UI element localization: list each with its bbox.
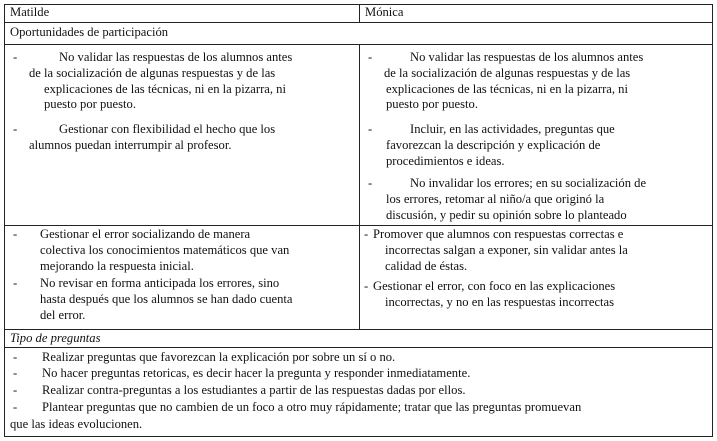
item-line: explicaciones de las técnicas, ni en la pizarra, ni — [44, 81, 286, 96]
item-line: de la socialización de algunas respuestas y de las — [384, 65, 631, 80]
list-dash: - — [13, 383, 18, 397]
list-dash: - — [13, 276, 18, 290]
table-border-bottom — [4, 436, 713, 437]
table-border-right — [712, 4, 713, 437]
header-monica: Mónica — [365, 5, 404, 19]
item-line: explicaciones de las técnicas, ni en la pizarra, ni — [386, 81, 628, 96]
list-dash: - — [13, 366, 18, 380]
list-dash: - — [13, 227, 18, 241]
list-dash: - — [368, 176, 373, 190]
list-dash: - — [368, 50, 373, 64]
section-title-participacion: Oportunidades de participación — [10, 25, 169, 39]
item-line: Gestionar con flexibilidad el hecho que los — [59, 122, 276, 136]
item-line: Gestionar el error socializando de manera — [40, 227, 251, 241]
item-line: Promover que alumnos con respuestas correctas e — [373, 227, 624, 241]
item-line: calidad de éstas. — [385, 258, 468, 273]
column-divider-body — [359, 44, 360, 329]
item-line: Gestionar el error, con foco en las explicaciones — [373, 279, 616, 293]
header-divider — [4, 22, 713, 23]
item-line: favorezcan la descripción y explicación de — [386, 137, 601, 152]
list-dash: - — [13, 50, 18, 64]
item-line: mejorando la respuesta inicial. — [40, 258, 194, 273]
item-line: puesto por puesto. — [44, 97, 136, 112]
item-line: No revisar en forma anticipada los errores, sino — [40, 276, 280, 290]
item-line: alumnos puedan interrumpir al profesor. — [29, 137, 232, 152]
list-dash: - — [13, 122, 18, 136]
header-matilde: Matilde — [10, 5, 50, 19]
row2-divider — [4, 329, 713, 330]
item-line: incorrectas, y no en las respuestas incorrectas — [385, 294, 615, 309]
section-title-preguntas: Tipo de preguntas — [10, 331, 101, 345]
item-line: que las ideas evolucionen. — [10, 417, 143, 431]
list-dash: - — [13, 400, 18, 414]
list-dash: - — [364, 279, 369, 293]
item-line: incorrectas salgan a exponer, sin validar antes la — [385, 242, 628, 257]
item-line: No hacer preguntas retoricas, es decir hacer la pregunta y responder inmediatamente. — [42, 366, 471, 380]
item-line: Realizar contra-preguntas a los estudiantes a partir de las respuestas dadas por ellos. — [42, 383, 466, 397]
item-line: Incluir, en las actividades, preguntas que — [410, 122, 615, 136]
item-line: discusión, y pedir su opinión sobre lo planteado — [386, 207, 627, 222]
item-line: Plantear preguntas que no cambien de un foco a otro muy rápidamente; tratar que las preguntas promuevan — [42, 400, 582, 414]
item-line: Realizar preguntas que favorezcan la explicación por sobre un sí o no. — [42, 350, 396, 364]
item-line: procedimientos e ideas. — [386, 153, 505, 168]
column-divider-header — [359, 4, 360, 22]
item-line: hasta después que los alumnos se han dado cuenta — [40, 291, 293, 306]
item-line: No validar las respuestas de los alumnos antes — [59, 50, 293, 64]
list-dash: - — [13, 350, 18, 364]
item-line: puesto por puesto. — [386, 97, 478, 112]
item-line: los errores, retomar al niño/a que originó la — [386, 191, 605, 206]
item-line: No validar las respuestas de los alumnos antes — [410, 50, 644, 64]
section2-divider — [4, 347, 713, 348]
item-line: de la socialización de algunas respuestas y de las — [29, 65, 276, 80]
list-dash: - — [364, 227, 369, 241]
item-line: No invalidar los errores; en su socialización de — [410, 176, 647, 190]
table-border-left — [4, 4, 5, 437]
list-dash: - — [368, 122, 373, 136]
item-line: colectiva los conocimientos matemáticos que van — [40, 242, 290, 257]
item-line: del error. — [40, 307, 86, 322]
